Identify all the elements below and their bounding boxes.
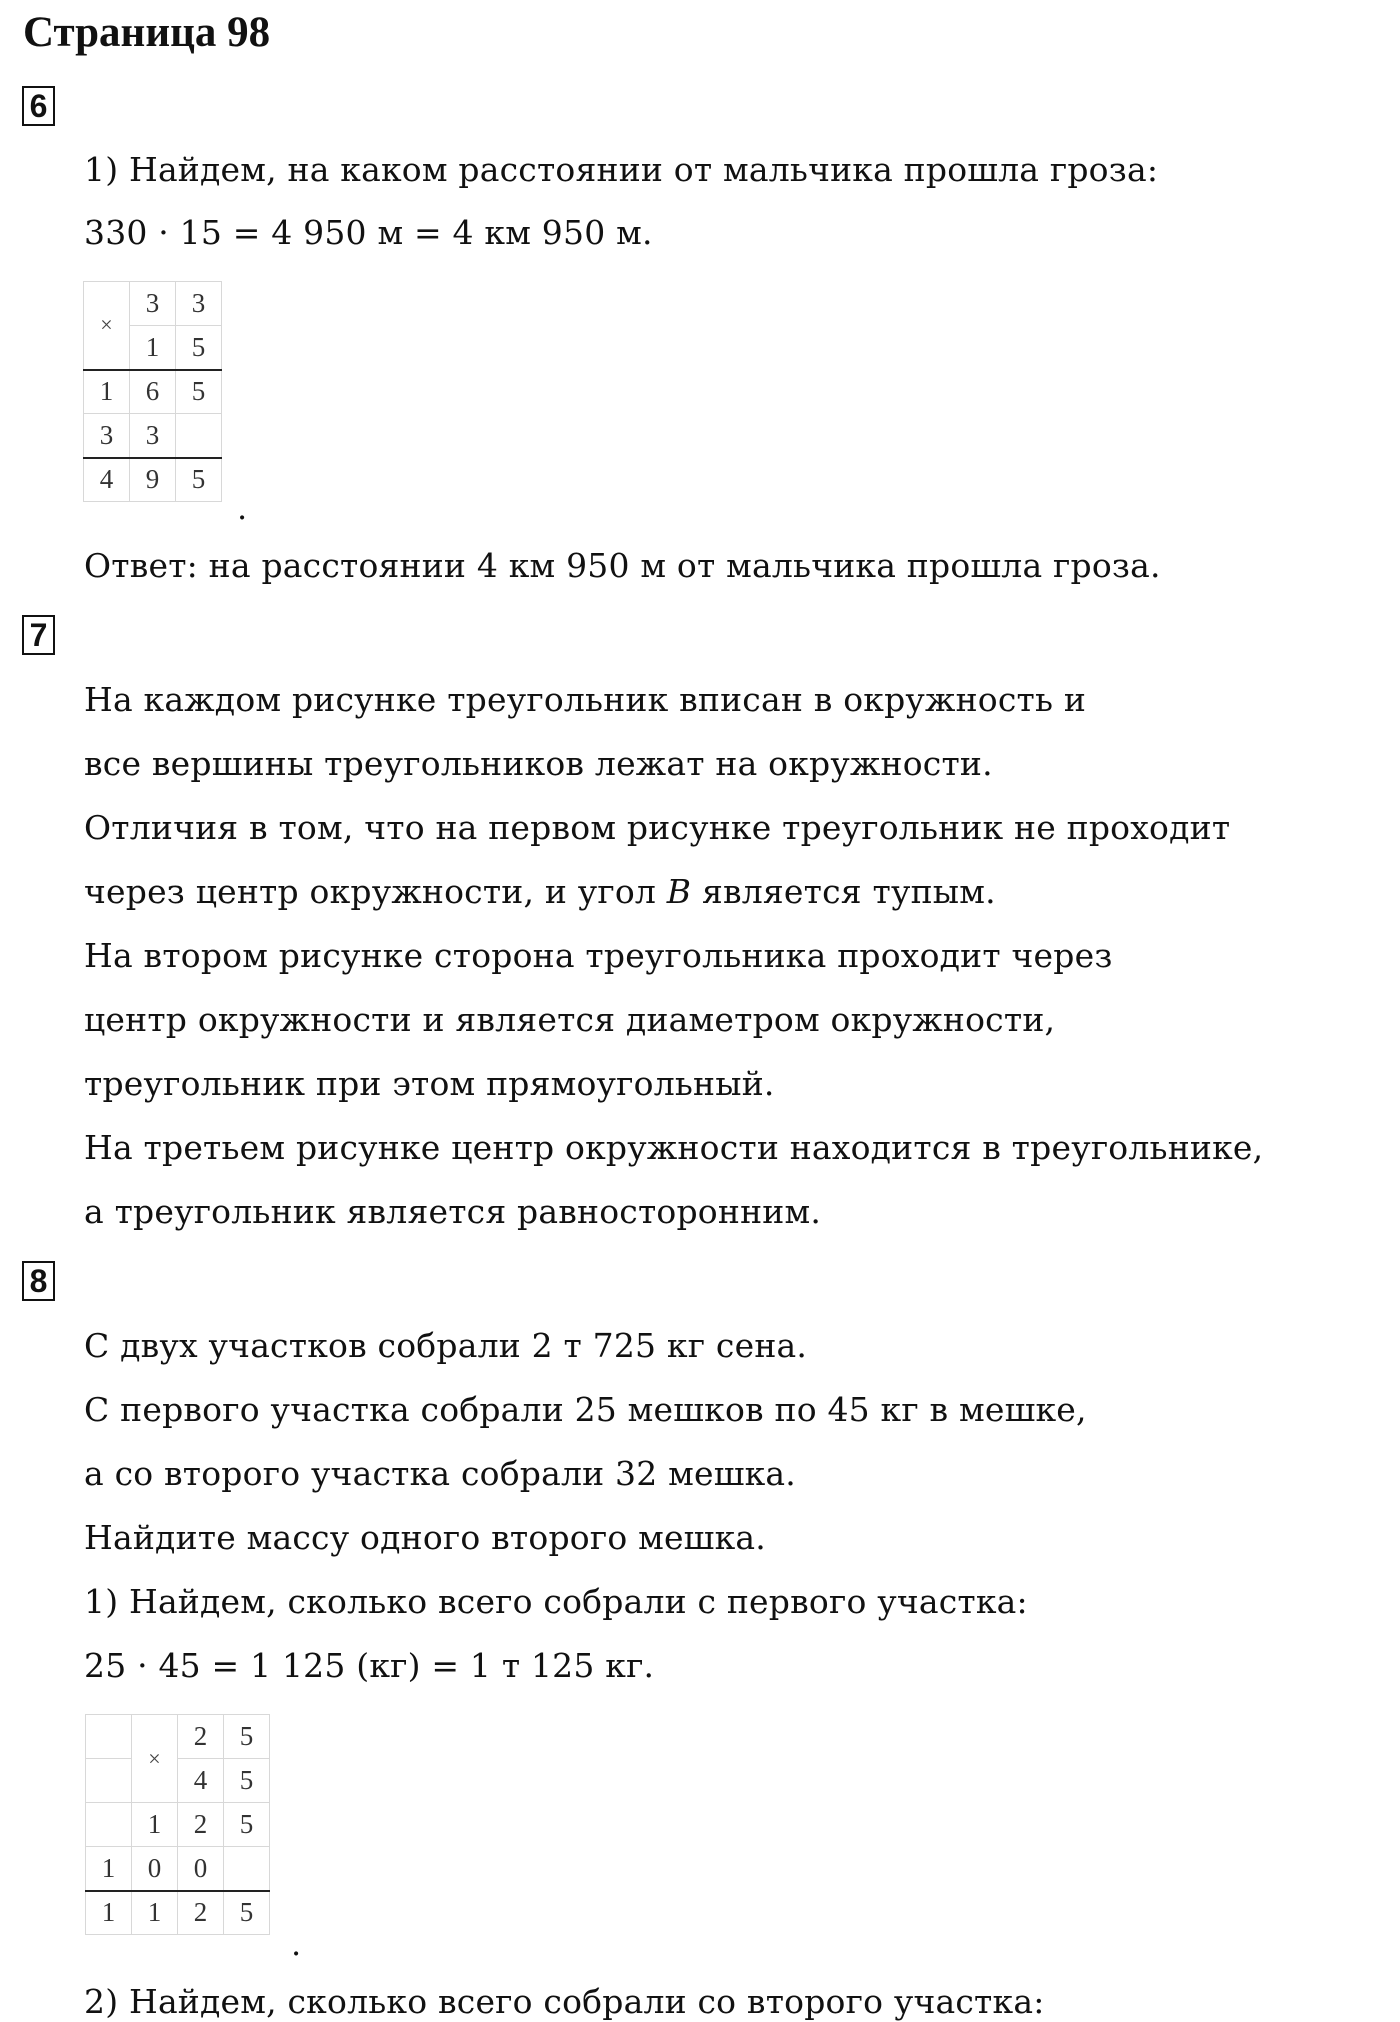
calc-cell: 9 [130, 458, 176, 502]
calc-cell: 4 [84, 458, 130, 502]
multiply-sign: × [132, 1715, 178, 1803]
task-7-line-4-post: является тупым. [691, 872, 996, 911]
calc-cell: 1 [84, 370, 130, 414]
task-8-badge: 8 [22, 1261, 55, 1301]
calc-cell: 6 [130, 370, 176, 414]
task-7-line-6: центр окружности и является диаметром окружности, [84, 1000, 1056, 1039]
task-8-line-3: а со второго участка собрали 32 мешка. [84, 1454, 796, 1493]
calc-cell: 1 [86, 1891, 132, 1935]
calc-cell: 5 [224, 1891, 270, 1935]
task-7-line-9: а треугольник является равносторонним. [84, 1192, 822, 1231]
task-6-step-1: 1) Найдем, на каком расстоянии от мальчика прошла гроза: [84, 150, 1159, 189]
task-8-line-4: Найдите массу одного второго мешка. [84, 1518, 766, 1557]
calc-cell: 5 [224, 1803, 270, 1847]
calc-cell [86, 1759, 132, 1803]
calc-cell: 1 [132, 1803, 178, 1847]
multiply-sign: × [84, 282, 130, 370]
calc-cell: 3 [176, 282, 222, 326]
task-6-calculation: 330 · 15 = 4 950 м = 4 км 950 м. [84, 213, 653, 252]
calc-cell [86, 1715, 132, 1759]
calc-cell: 1 [86, 1847, 132, 1891]
task-8-multiplication-table [85, 1714, 270, 1935]
task-8-table-period: . [291, 1925, 302, 1963]
calc-cell: 5 [176, 326, 222, 370]
page-title: Страница 98 [23, 9, 271, 56]
calc-row [86, 1847, 270, 1891]
task-7-line-4 [84, 872, 996, 912]
task-6-badge: 6 [22, 86, 55, 126]
calc-cell: 2 [178, 1715, 224, 1759]
calc-row [86, 1803, 270, 1847]
calc-row [86, 1759, 270, 1803]
task-7-line-4-pre: через центр окружности, и угол [84, 872, 667, 911]
calc-cell: 2 [178, 1803, 224, 1847]
calc-row [84, 282, 222, 326]
calc-cell [224, 1847, 270, 1891]
calc-row [84, 370, 222, 414]
calc-cell: 3 [84, 414, 130, 458]
calc-cell: 2 [178, 1891, 224, 1935]
task-8-calculation: 25 · 45 = 1 125 (кг) = 1 т 125 кг. [84, 1646, 655, 1685]
task-7-badge: 7 [22, 615, 55, 655]
task-8-line-1: С двух участков собрали 2 т 725 кг сена. [84, 1326, 808, 1365]
calc-cell: 1 [132, 1891, 178, 1935]
task-7-line-3: Отличия в том, что на первом рисунке треугольник не проходит [84, 808, 1231, 847]
calc-cell: 1 [130, 326, 176, 370]
calc-cell [86, 1803, 132, 1847]
calc-cell: 3 [130, 282, 176, 326]
calc-cell: 5 [176, 370, 222, 414]
calc-cell: 4 [178, 1759, 224, 1803]
task-6-answer: Ответ: на расстоянии 4 км 950 м от мальчика прошла гроза. [84, 546, 1161, 585]
task-8-line-2: С первого участка собрали 25 мешков по 45 кг в мешке, [84, 1390, 1087, 1429]
task-7-line-1: На каждом рисунке треугольник вписан в окружность и [84, 680, 1087, 719]
task-6-multiplication-table [83, 281, 222, 502]
task-7-line-8: На третьем рисунке центр окружности находится в треугольнике, [84, 1128, 1264, 1167]
calc-cell: 5 [176, 458, 222, 502]
task-7-line-7: треугольник при этом прямоугольный. [84, 1064, 775, 1103]
task-8-step-2: 2) Найдем, сколько всего собрали со второго участка: [84, 1982, 1045, 2021]
calc-cell: 5 [224, 1759, 270, 1803]
task-7-line-5: На втором рисунке сторона треугольника проходит через [84, 936, 1113, 975]
calc-cell [176, 414, 222, 458]
task-7-line-2: все вершины треугольников лежат на окружности. [84, 744, 993, 783]
task-8-step-1: 1) Найдем, сколько всего собрали с первого участка: [84, 1582, 1028, 1621]
task-6-table-period: . [237, 489, 248, 527]
calc-cell: 0 [178, 1847, 224, 1891]
calc-row [84, 458, 222, 502]
calc-row [84, 414, 222, 458]
calc-cell: 3 [130, 414, 176, 458]
calc-cell: 0 [132, 1847, 178, 1891]
calc-row [86, 1891, 270, 1935]
calc-row [86, 1715, 270, 1759]
calc-cell: 5 [224, 1715, 270, 1759]
angle-variable: B [666, 872, 692, 911]
